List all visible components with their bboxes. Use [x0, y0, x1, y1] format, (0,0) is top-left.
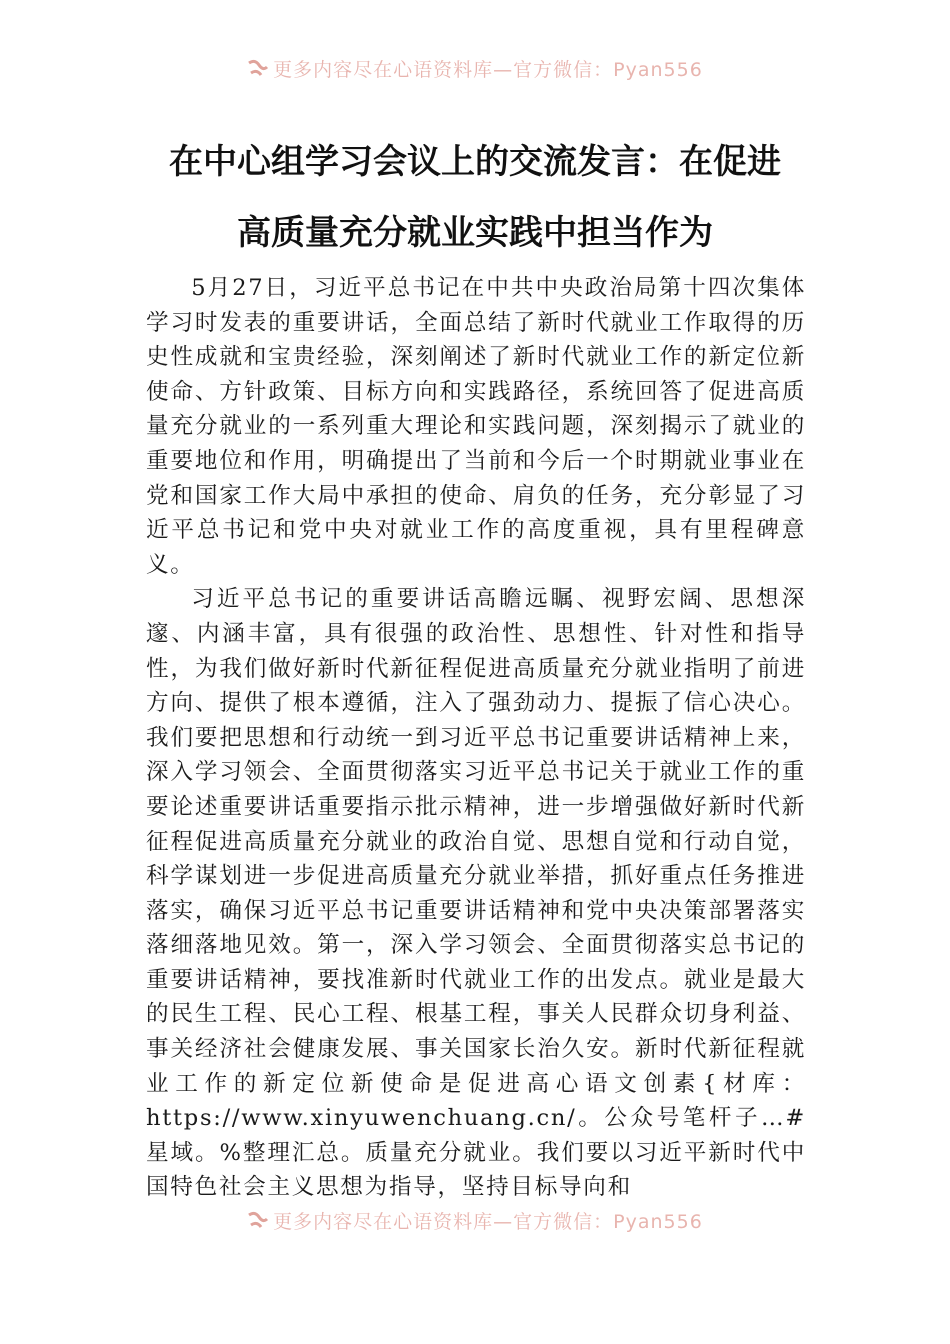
document-title-line-2: 高质量充分就业实践中担当作为 — [237, 213, 713, 253]
watermark-logo-icon — [247, 1209, 269, 1237]
footer-watermark-text: 更多内容尽在心语资料库—官方微信：Pyan556 — [273, 1211, 703, 1233]
header-watermark-text: 更多内容尽在心语资料库—官方微信：Pyan556 — [273, 59, 703, 81]
document-title-line-1: 在中心组学习会议上的交流发言：在促进 — [169, 142, 781, 182]
footer-watermark — [0, 1208, 950, 1236]
header-watermark — [0, 56, 950, 84]
watermark-logo-icon — [247, 57, 269, 85]
paragraph-2: 习近平总书记的重要讲话高瞻远瞩、视野宏阔、思想深邃、内涵丰富，具有很强的政治性、思想性、针对性和指导性，为我们做好新时代新征程促进高质量充分就业指明了前进方向、提供了根本遵循，注入了强劲动力、提振了信心决心。我们要把思想和行动统一到习近平总书记重要讲话精神上来，深入学习领会、全面贯彻落实习近平总书记关于就业工作的重要论述重要讲话重要指示批示精神，进一步增强做好新时代新征程促进高质量充分就业的政治自觉、思想自觉和行动自觉，科学谋划进一步促进高质量充分就业举措，抓好重点任务推进落实，确保习近平总书记重要讲话精神和党中央决策部署落实落细落地见效。第一，深入学习领会、全面贯彻落实总书记的重要讲话精神，要找准新时代就业工作的出发点。就业是最大的民生工程、民心工程、根基工程，事关人民群众切身利益、事关经济社会健康发展、事关国家长治久安。新时代新征程就业工作的新定位新使命是促进高心语文创素{材库：https://www.xinyuwenchuang.cn/。公众号笔杆子…#星域。%整理汇总。质量充分就业。我们要以习近平新时代中国特色社会主义思想为指导，坚持目标导向和 — [146, 586, 806, 1201]
paragraph-1: 5月27日，习近平总书记在中共中央政治局第十四次集体学习时发表的重要讲话，全面总结了新时代就业工作取得的历史性成就和宝贵经验，深刻阐述了新时代就业工作的新定位新使命、方针政策、目标方向和实践路径，系统回答了促进高质量充分就业的一系列重大理论和实践问题，深刻揭示了就业的重要地位和作用，明确提出了当前和今后一个时期就业事业在党和国家工作大局中承担的使命、肩负的任务，充分彰显了习近平总书记和党中央对就业工作的高度重视，具有里程碑意义。 — [146, 275, 806, 578]
document-body — [146, 271, 806, 1205]
